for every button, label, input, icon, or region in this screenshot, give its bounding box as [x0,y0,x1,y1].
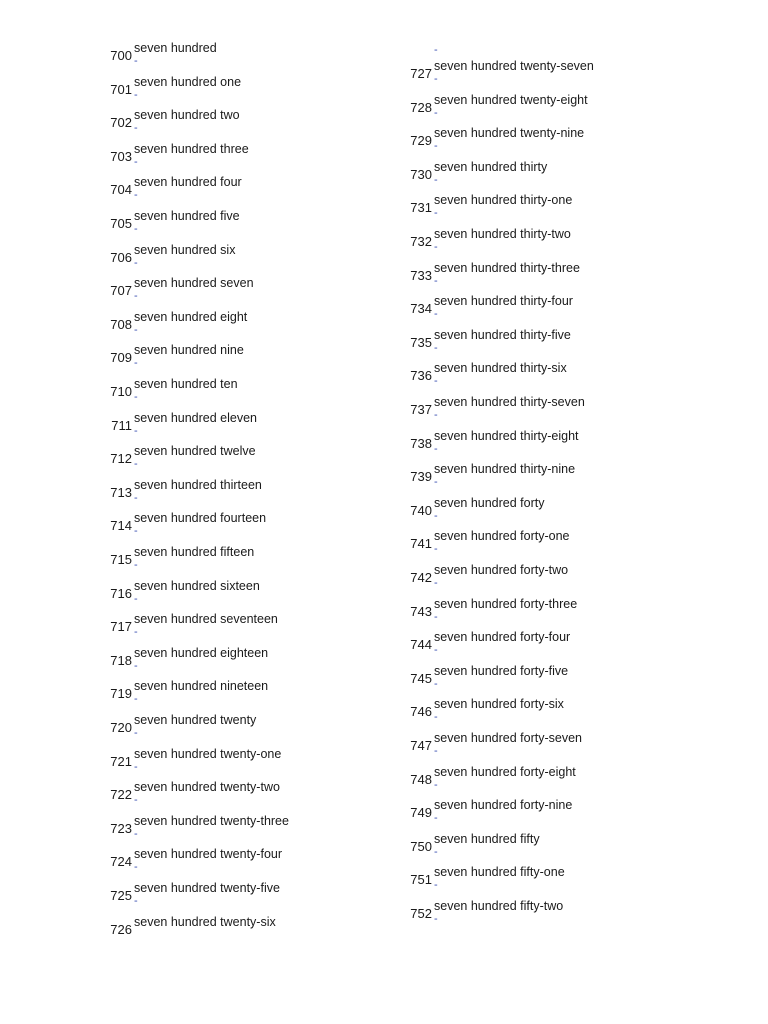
separator-dash: - [134,727,138,739]
list-item [104,912,434,946]
entry-number: 735 [410,334,432,350]
entry-number: 729 [410,133,432,149]
entry-number: 730 [410,166,432,182]
list-item [104,777,434,811]
list-item [104,744,434,778]
entry-number: 751 [410,872,432,888]
list-item [104,240,434,274]
separator-dash: - [434,207,438,220]
separator-dash: - [434,73,438,85]
separator-dash: - [134,55,138,67]
separator-dash: - [434,845,438,858]
list-item [104,206,434,240]
list-item [104,609,434,643]
list-item [404,862,734,896]
entry-words: seven hundred forty-one [434,529,570,544]
entry-number: 744 [410,637,432,653]
separator-dash: - [434,610,438,623]
list-item [104,576,434,610]
separator-dash: - [434,173,438,186]
list-item [404,325,734,359]
entry-words: seven hundred thirty-eight [434,428,579,443]
entry-words: seven hundred sixteen [134,578,260,593]
entry-words: seven hundred seventeen [134,612,278,627]
entry-number: 737 [410,402,432,417]
list-item [104,676,434,710]
separator-dash: - [134,895,138,907]
separator-dash: - [434,442,438,455]
separator-dash: - [134,189,138,202]
entry-words: seven hundred thirty-one [434,193,573,208]
list-item [104,38,434,72]
list-item [104,710,434,744]
separator-dash: - [434,543,438,556]
entry-number: 733 [410,267,432,283]
list-item [104,878,434,912]
list-item [404,627,734,661]
entry-words: seven hundred thirty-six [434,361,567,376]
entry-number: 740 [410,502,432,518]
entry-words: seven hundred three [134,141,249,156]
entry-number: 719 [110,686,132,702]
separator-dash: - [434,812,438,825]
list-item [404,594,734,628]
separator-dash: - [434,341,438,354]
entry-words: seven hundred forty-three [434,596,578,611]
entry-number: 711 [111,417,132,433]
list-item [104,374,434,408]
separator-dash: - [134,693,138,706]
entry-number: 741 [410,536,432,552]
entry-number: 710 [110,384,132,399]
separator-dash: - [134,424,138,437]
entry-words: seven hundred fourteen [134,511,267,526]
list-item [404,123,734,157]
entry-words: seven hundred twenty-nine [434,126,585,141]
separator-dash: - [134,861,138,874]
entry-words: seven hundred thirteen [134,477,262,492]
separator-dash: - [434,509,438,522]
separator-dash: - [434,140,438,153]
separator-dash: - [434,476,438,489]
list-item [404,459,734,493]
list-item [404,190,734,224]
entry-words: seven hundred twenty-eight [434,92,588,107]
entry-words: seven hundred thirty-four [434,294,573,309]
separator-dash: - [134,256,138,269]
separator-dash: - [434,778,438,791]
list-item [404,795,734,829]
entry-words: seven hundred ten [134,377,238,391]
separator-dash: - [134,592,138,605]
list-item [404,896,734,930]
separator-dash: - [434,375,438,388]
list-item [104,408,434,442]
separator-dash: - [434,44,438,56]
entry-number: 747 [410,738,432,753]
separator-dash: - [434,913,438,925]
separator-dash: - [434,577,438,589]
separator-dash: - [134,122,138,135]
list-item [404,56,734,90]
entry-words: seven hundred forty-six [434,697,564,712]
entry-words: seven hundred twenty-four [134,847,283,862]
entry-number: 746 [410,704,432,720]
entry-words: seven hundred fifty-two [434,899,564,913]
list-item [104,172,434,206]
entry-number: 732 [410,234,432,249]
separator-dash: - [134,357,138,370]
entry-words: seven hundred twenty-six [134,914,276,929]
entry-number: 722 [110,787,132,803]
entry-words: seven hundred eighteen [134,645,269,660]
separator-dash: - [434,711,438,724]
list-item [404,526,734,560]
entry-words: seven hundred eleven [134,410,258,425]
entry-number: 707 [110,283,132,299]
separator-dash: - [134,794,138,807]
list-item [104,811,434,845]
list-item [104,72,434,106]
entry-words: seven hundred fifty [434,831,540,846]
entry-words: seven hundred nine [134,343,244,358]
separator-dash: - [134,626,138,639]
entry-number: 713 [110,484,132,500]
list-item [404,493,734,527]
entry-words: seven hundred one [134,74,242,89]
list-item [104,475,434,509]
entry-words: seven hundred twenty-seven [434,59,594,73]
separator-dash: - [434,745,438,757]
separator-dash: - [134,491,138,504]
left-column [104,0,434,1024]
separator-dash: - [134,525,138,538]
entry-words: seven hundred twenty-two [134,780,280,795]
list-item [104,105,434,139]
list-item [404,291,734,325]
list-item [104,542,434,576]
list-item [104,441,434,475]
entry-number: 715 [110,552,132,567]
entry-words: seven hundred four [134,175,242,190]
entry-number: 705 [110,216,132,231]
entry-words: seven hundred six [134,242,236,257]
separator-dash: - [134,391,138,403]
entry-words: seven hundred thirty [434,159,548,174]
separator-dash: - [434,644,438,657]
list-item [104,643,434,677]
entry-number: 723 [110,820,132,836]
entry-words: seven hundred forty-four [434,630,571,645]
list-item [404,358,734,392]
entry-words: seven hundred fifteen [134,545,255,559]
entry-number: 709 [110,350,132,366]
entry-words: seven hundred twenty-five [134,881,280,895]
separator-dash: - [434,409,438,421]
entry-number: 712 [110,451,132,467]
entry-number: 738 [410,435,432,451]
list-item [404,426,734,460]
entry-number: 700 [110,48,132,63]
entry-number: 717 [110,619,132,635]
entry-number: 752 [410,906,432,921]
entry-number: 736 [410,368,432,384]
list-item [404,728,734,762]
list-item [104,139,434,173]
entry-words: seven hundred forty-two [434,563,569,577]
list-item [404,157,734,191]
list-item [404,90,734,124]
separator-dash: - [434,106,438,119]
list-item [404,661,734,695]
entry-number: 750 [410,838,432,854]
list-item [404,258,734,292]
separator-dash: - [134,827,138,840]
entry-words: seven hundred seven [134,276,254,291]
entry-words: seven hundred thirty-five [434,327,571,342]
entry-number: 706 [110,249,132,265]
entry-number: 708 [110,316,132,332]
entry-number: 704 [110,182,132,198]
entry-words: seven hundred twenty-three [134,813,289,828]
entry-number: 728 [410,99,432,115]
entry-words: seven hundred forty-nine [434,798,573,813]
entry-number: 725 [110,888,132,903]
entry-number: 702 [110,115,132,131]
separator-dash: - [434,879,438,892]
entry-number: 721 [110,753,132,769]
entry-number: 714 [110,518,132,534]
list-item [404,392,734,426]
entry-number: 734 [410,301,432,317]
entry-words: seven hundred thirty-seven [434,395,585,409]
entry-words: seven hundred forty [434,495,545,510]
entry-number: 742 [410,570,432,585]
separator-dash: - [134,760,138,773]
entry-words: seven hundred thirty-three [434,260,580,275]
separator-dash: - [134,323,138,336]
separator-dash: - [134,155,138,168]
entry-words: seven hundred twenty [134,713,257,727]
entry-words: seven hundred twenty-one [134,746,282,761]
entry-number: 743 [410,603,432,619]
entry-words: seven hundred nineteen [134,679,269,694]
entry-number: 731 [410,200,432,216]
separator-dash: - [134,659,138,672]
entry-words: seven hundred forty-five [434,663,569,678]
entry-words: seven hundred thirty-nine [434,462,576,477]
separator-dash: - [134,458,138,471]
entry-number: 701 [110,81,132,97]
list-item [104,340,434,374]
entry-number: 745 [410,670,432,686]
entry-words: seven hundred forty-eight [434,764,576,779]
list-item [404,224,734,258]
entry-number: 716 [110,585,132,601]
entry-number: 726 [110,921,132,937]
separator-dash: - [434,308,438,321]
entry-words: seven hundred fifty-one [434,865,565,880]
entry-number: 749 [410,805,432,821]
entry-words: seven hundred five [134,209,240,223]
entry-number: 727 [410,66,432,81]
separator-dash: - [434,241,438,253]
right-column [404,0,734,1024]
entry-number: 720 [110,720,132,735]
separator-dash: - [134,88,138,101]
separator-dash: - [434,677,438,690]
list-item [404,560,734,594]
separator-dash: - [134,290,138,303]
separator-dash: - [434,274,438,287]
separator-dash: - [134,559,138,571]
list-item [104,844,434,878]
entry-number: 703 [110,148,132,164]
entry-number: 739 [410,469,432,485]
separator-dash: - [134,223,138,235]
entry-number: 724 [110,854,132,870]
entry-number: 718 [110,652,132,668]
entry-words: seven hundred thirty-two [434,227,571,241]
entry-number: 748 [410,771,432,787]
list-item [404,694,734,728]
list-item [404,762,734,796]
list-item [104,273,434,307]
list-item [404,829,734,863]
list-item [104,307,434,341]
entry-words: seven hundred twelve [134,444,256,459]
entry-words: seven hundred [134,41,217,55]
entry-words: seven hundred forty-seven [434,731,583,745]
entry-words: seven hundred two [134,108,240,123]
entry-words: seven hundred eight [134,309,248,324]
list-item [104,508,434,542]
